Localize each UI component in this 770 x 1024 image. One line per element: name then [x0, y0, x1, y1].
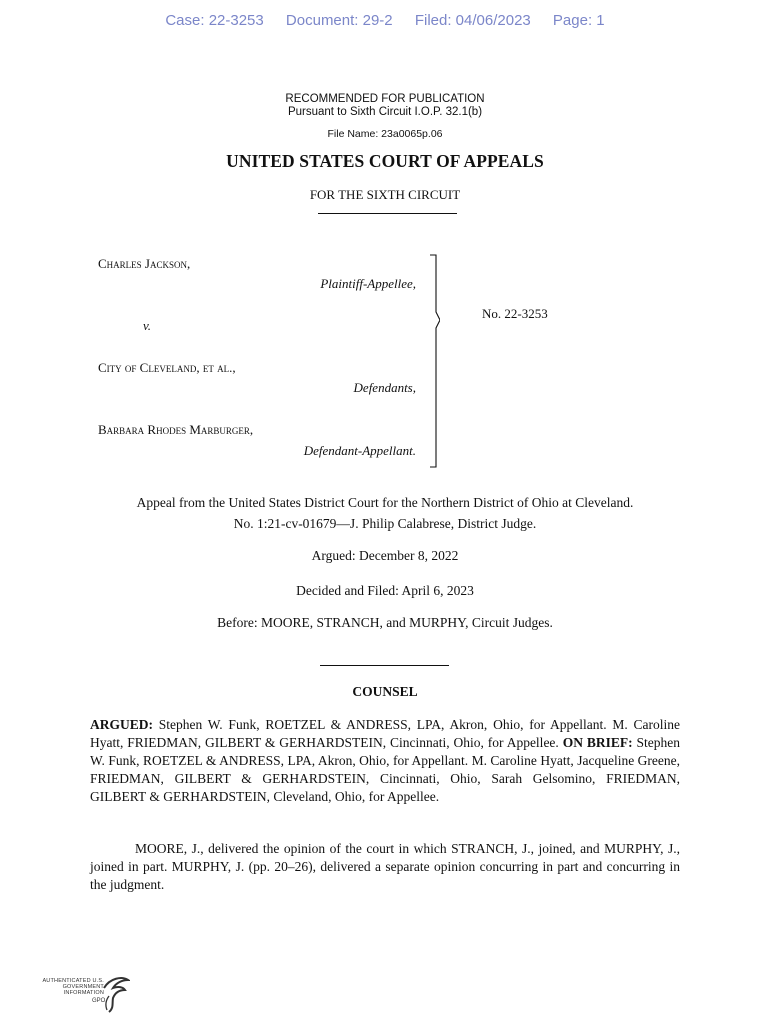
caption-bracket: [430, 254, 440, 468]
party-appellant-role: Defendant-Appellant.: [303, 443, 416, 458]
party-appellant-name: Barbara Rhodes Marburger,: [98, 422, 254, 437]
page-number-header: Page: 1: [552, 12, 605, 29]
eagle-icon: [100, 974, 130, 1014]
opinion-paragraph: MOORE, J., delivered the opinion of the court in which STRANCH, J., joined, and MURPHY, J., joined in part. MURPHY, J. (pp. 20–26), delivered a separate opinion concurring in part and concurring in the judgment.: [90, 841, 680, 892]
filing-header: [0, 12, 770, 29]
counsel-divider: [320, 665, 449, 666]
argued-date: Argued: December 8, 2022: [311, 548, 459, 563]
decided-date: Decided and Filed: April 6, 2023: [296, 583, 474, 598]
panel-judges: Before: MOORE, STRANCH, and MURPHY, Circuit Judges.: [217, 615, 553, 630]
title-divider: [318, 213, 457, 214]
gpo-mark: GPO: [92, 998, 106, 1004]
party-plaintiff-role: Plaintiff-Appellee,: [320, 276, 416, 291]
gpo-seal-text: AUTHENTICATED U.S. GOVERNMENT INFORMATION: [42, 978, 104, 996]
on-brief-label: ON BRIEF:: [562, 735, 633, 750]
on-brief-counsel: Stephen W. Funk, ROETZEL & ANDRESS, LPA, Akron, Ohio, for Appellant. M. Caroline Hyatt, Jacqueline Greene, FRIEDMAN, GILBERT & GERHARDSTEIN, Cincinnati, Ohio, Sarah Gelsomino, FRIEDMAN, GILBERT & GERHARDSTEIN, Cleveland, Ohio, for Appellee.: [90, 735, 680, 804]
court-title: UNITED STATES COURT OF APPEALS: [226, 151, 544, 171]
counsel-heading: COUNSEL: [352, 684, 418, 699]
filed-date-header: Filed: 04/06/2023: [414, 12, 531, 29]
publication-recommendation: [0, 93, 770, 119]
recommendation-line-1: RECOMMENDED FOR PUBLICATION: [285, 93, 485, 105]
counsel-paragraph: [90, 716, 680, 806]
appeal-line-2: No. 1:21-cv-01679—J. Philip Calabrese, District Judge.: [233, 516, 537, 531]
gpo-authentication-seal: [42, 974, 132, 1016]
argued-counsel: Stephen W. Funk, ROETZEL & ANDRESS, LPA, Akron, Ohio, for Appellant. M. Caroline Hyatt, FRIEDMAN, GILBERT & GERHARDSTEIN, Cincinnati, Ohio, for Appellee.: [90, 717, 680, 750]
case-number: No. 22-3253: [482, 306, 548, 321]
party-defendant-name: City of Cleveland, et al.,: [98, 360, 236, 375]
versus: v.: [143, 318, 152, 333]
file-name: File Name: 23a0065p.06: [327, 128, 443, 140]
party-plaintiff-name: Charles Jackson,: [98, 256, 191, 271]
case-number-header: Case: 22-3253: [165, 12, 264, 29]
argued-label: ARGUED:: [90, 717, 153, 732]
document-number-header: Document: 29-2: [285, 12, 393, 29]
circuit-name: FOR THE SIXTH CIRCUIT: [309, 187, 461, 202]
appeal-line-1: Appeal from the United States District Court for the Northern District of Ohio at Cleveland.: [136, 495, 634, 510]
recommendation-line-2: Pursuant to Sixth Circuit I.O.P. 32.1(b): [287, 106, 483, 118]
party-defendant-role: Defendants,: [353, 380, 416, 395]
